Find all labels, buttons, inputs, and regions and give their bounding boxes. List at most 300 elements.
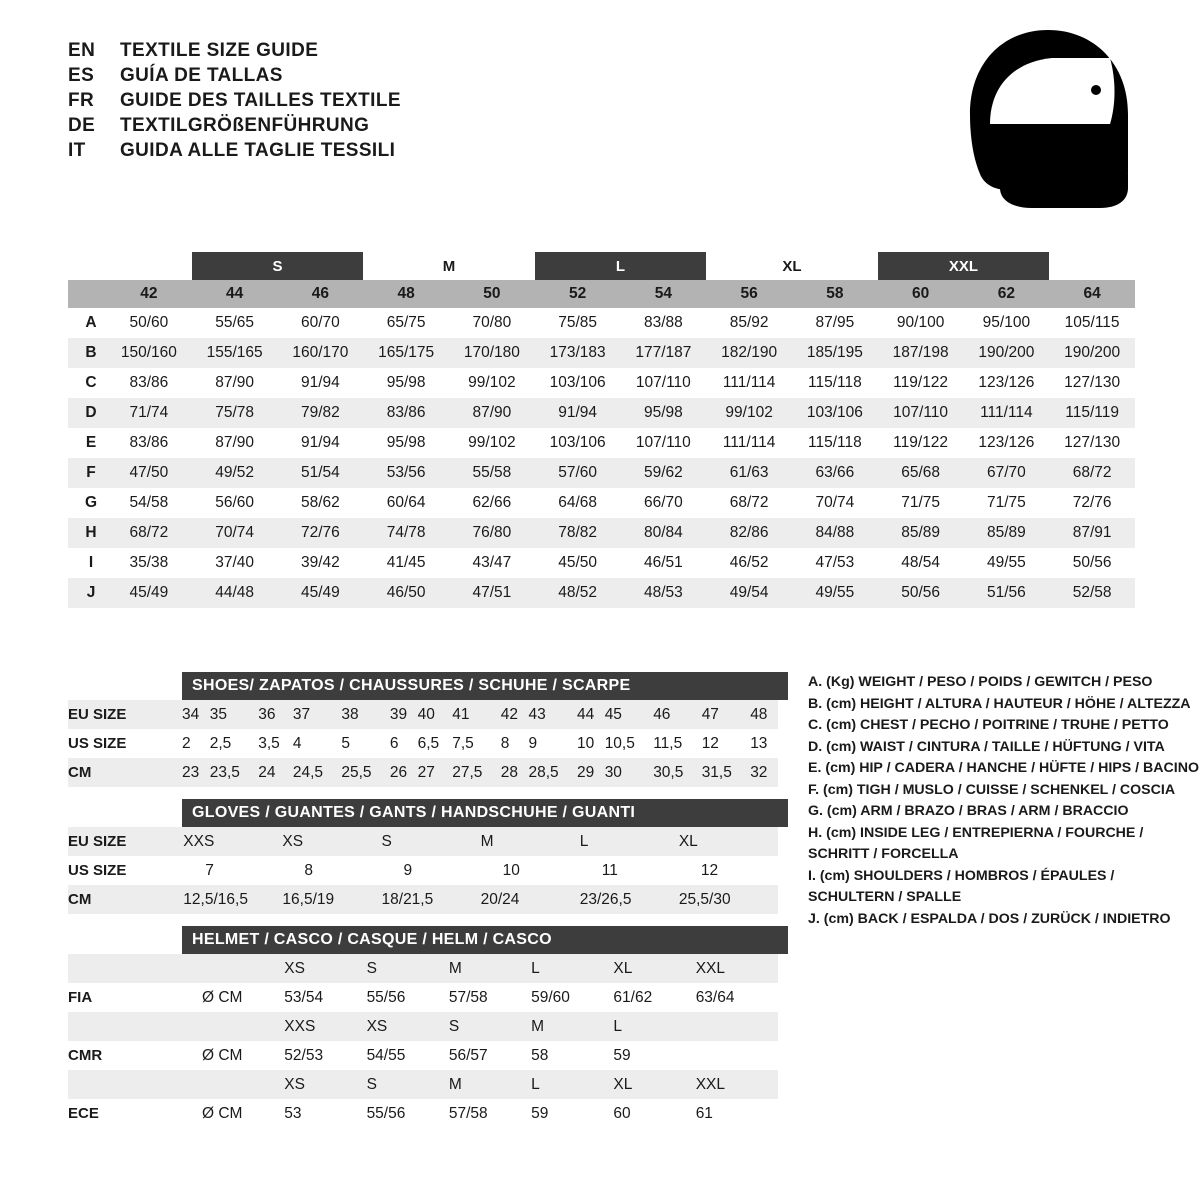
gloves-eu-2: S — [382, 827, 481, 856]
table-row — [68, 518, 1135, 548]
shoes-eu-3: 37 — [293, 700, 342, 729]
shoes-eu-4: 38 — [341, 700, 390, 729]
header-row — [68, 65, 401, 87]
shoes-cm-1: 23,5 — [210, 758, 259, 787]
cell-e-54: 107/110 — [621, 428, 707, 458]
helmet-fia-unit: Ø CM — [202, 983, 284, 1012]
cell-c-48: 95/98 — [363, 368, 449, 398]
cell-j-44: 44/48 — [192, 578, 278, 608]
table-row — [68, 488, 1135, 518]
header-titles — [68, 40, 401, 165]
row-letter-b: B — [68, 338, 106, 368]
cell-a-60: 90/100 — [878, 308, 964, 338]
helmet-ece-0: 53 — [284, 1099, 366, 1128]
helmet-fia-3: 59/60 — [531, 983, 613, 1012]
size-letter-header-row — [68, 252, 1135, 280]
cell-a-56: 85/92 — [706, 308, 792, 338]
table-row — [68, 700, 778, 729]
cell-d-44: 75/78 — [192, 398, 278, 428]
shoes-us-14: 13 — [750, 729, 778, 758]
cell-a-52: 75/85 — [535, 308, 621, 338]
cell-i-56: 46/52 — [706, 548, 792, 578]
gloves-cm-3: 20/24 — [481, 885, 580, 914]
cell-e-60: 119/122 — [878, 428, 964, 458]
gloves-eu-1: XS — [282, 827, 381, 856]
cell-i-48: 41/45 — [363, 548, 449, 578]
cell-j-42: 45/49 — [106, 578, 192, 608]
cell-j-54: 48/53 — [621, 578, 707, 608]
shoes-cm-13: 31,5 — [702, 758, 751, 787]
size-header-xl: XL — [706, 252, 878, 280]
helmet-ece-head-blank — [68, 1070, 202, 1099]
gloves-eu-label: EU SIZE — [68, 827, 183, 856]
shoes-us-12: 11,5 — [653, 729, 702, 758]
helmet-ece-size-s: S — [367, 1070, 449, 1099]
cell-h-58: 84/88 — [792, 518, 878, 548]
cell-d-54: 95/98 — [621, 398, 707, 428]
measurement-legend — [808, 672, 1199, 930]
helmet-title: HELMET / CASCO / CASQUE / HELM / CASCO — [182, 926, 788, 954]
gloves-eu-3: M — [481, 827, 580, 856]
cell-c-56: 111/114 — [706, 368, 792, 398]
cell-j-46: 45/49 — [278, 578, 364, 608]
shoes-cm-10: 29 — [577, 758, 605, 787]
table-row — [68, 428, 1135, 458]
number-header-11: 64 — [1049, 280, 1135, 308]
header-text-es: GUÍA DE TALLAS — [120, 65, 283, 86]
shoes-us-10: 10 — [577, 729, 605, 758]
shoes-eu-11: 45 — [605, 700, 654, 729]
shoes-cm-4: 25,5 — [341, 758, 390, 787]
gloves-eu-0: XXS — [183, 827, 282, 856]
cell-e-52: 103/106 — [535, 428, 621, 458]
cell-g-54: 66/70 — [621, 488, 707, 518]
shoes-eu-2: 36 — [258, 700, 293, 729]
helmet-cmr-size-s: S — [449, 1012, 531, 1041]
cell-b-50: 170/180 — [449, 338, 535, 368]
helmet-cmr-4: 59 — [613, 1041, 695, 1070]
cell-h-54: 80/84 — [621, 518, 707, 548]
cell-e-44: 87/90 — [192, 428, 278, 458]
cell-d-62: 111/114 — [964, 398, 1050, 428]
cell-c-42: 83/86 — [106, 368, 192, 398]
cell-g-56: 68/72 — [706, 488, 792, 518]
cell-i-50: 43/47 — [449, 548, 535, 578]
gloves-us-label: US SIZE — [68, 856, 183, 885]
number-header-3: 48 — [363, 280, 449, 308]
cell-f-62: 67/70 — [964, 458, 1050, 488]
gloves-title: GLOVES / GUANTES / GANTS / HANDSCHUHE / GUANTI — [182, 799, 788, 827]
header-text-fr: GUIDE DES TAILLES TEXTILE — [120, 90, 401, 111]
cell-e-56: 111/114 — [706, 428, 792, 458]
helmet-fia-size-xs: XS — [284, 954, 366, 983]
helmet-cmr-unit: Ø CM — [202, 1041, 284, 1070]
shoes-cm-label: CM — [68, 758, 182, 787]
cell-j-50: 47/51 — [449, 578, 535, 608]
helmet-cmr-blank — [696, 1041, 778, 1070]
cell-e-64: 127/130 — [1049, 428, 1135, 458]
cell-c-62: 123/126 — [964, 368, 1050, 398]
table-row — [68, 458, 1135, 488]
header-lang-en: EN — [68, 40, 96, 61]
cell-h-62: 85/89 — [964, 518, 1050, 548]
cell-c-60: 119/122 — [878, 368, 964, 398]
shoes-us-label: US SIZE — [68, 729, 182, 758]
gloves-table — [68, 827, 778, 914]
helmet-cmr-size-l: L — [613, 1012, 695, 1041]
cell-f-56: 61/63 — [706, 458, 792, 488]
cell-f-52: 57/60 — [535, 458, 621, 488]
header-lang-de: DE — [68, 115, 96, 136]
cell-f-50: 55/58 — [449, 458, 535, 488]
row-letter-f: F — [68, 458, 106, 488]
legend-line-f: F. (cm) TIGH / MUSLO / CUISSE / SCHENKEL / COSCIA — [808, 781, 1176, 798]
cell-j-56: 49/54 — [706, 578, 792, 608]
helmet-ece-unit: Ø CM — [202, 1099, 284, 1128]
helmet-fia-0: 53/54 — [284, 983, 366, 1012]
table-row — [68, 758, 778, 787]
cell-c-64: 127/130 — [1049, 368, 1135, 398]
helmet-ece-head-blank2 — [202, 1070, 284, 1099]
table-row — [68, 885, 778, 914]
cell-b-60: 187/198 — [878, 338, 964, 368]
helmet-fia-size-m: M — [449, 954, 531, 983]
shoes-cm-9: 28,5 — [528, 758, 577, 787]
table-row — [68, 1012, 778, 1041]
row-letter-d: D — [68, 398, 106, 428]
legend-line-j: J. (cm) BACK / ESPALDA / DOS / ZURÜCK / INDIETRO — [808, 910, 1171, 927]
cell-f-42: 47/50 — [106, 458, 192, 488]
legend-line-e: E. (cm) HIP / CADERA / HANCHE / HÜFTE / HIPS / BACINO — [808, 760, 1199, 776]
cell-i-54: 46/51 — [621, 548, 707, 578]
gloves-cm-5: 25,5/30 — [679, 885, 778, 914]
cell-e-48: 95/98 — [363, 428, 449, 458]
cell-a-48: 65/75 — [363, 308, 449, 338]
helmet-ece-5: 61 — [696, 1099, 778, 1128]
shoes-eu-7: 41 — [452, 700, 501, 729]
helmet-ece-size-xs: XS — [284, 1070, 366, 1099]
row-letter-e: E — [68, 428, 106, 458]
shoes-eu-6: 40 — [418, 700, 453, 729]
cell-f-58: 63/66 — [792, 458, 878, 488]
cell-i-46: 39/42 — [278, 548, 364, 578]
cell-d-42: 71/74 — [106, 398, 192, 428]
helmet-cmr-1: 54/55 — [367, 1041, 449, 1070]
shoes-cm-0: 23 — [182, 758, 210, 787]
cell-i-42: 35/38 — [106, 548, 192, 578]
shoes-eu-label: EU SIZE — [68, 700, 182, 729]
cell-c-50: 99/102 — [449, 368, 535, 398]
helmet-fia-size-xl: XL — [613, 954, 695, 983]
helmet-fia-size-l: L — [531, 954, 613, 983]
helmet-ece-size-m: M — [449, 1070, 531, 1099]
shoes-us-5: 6 — [390, 729, 418, 758]
table-row — [68, 338, 1135, 368]
helmet-cmr-size-blank — [696, 1012, 778, 1041]
cell-g-42: 54/58 — [106, 488, 192, 518]
table-row — [68, 983, 778, 1012]
cell-i-52: 45/50 — [535, 548, 621, 578]
cell-b-44: 155/165 — [192, 338, 278, 368]
shoes-us-11: 10,5 — [605, 729, 654, 758]
cell-d-60: 107/110 — [878, 398, 964, 428]
cell-h-46: 72/76 — [278, 518, 364, 548]
shoes-cm-12: 30,5 — [653, 758, 702, 787]
header-row — [68, 90, 401, 112]
cell-d-56: 99/102 — [706, 398, 792, 428]
gloves-us-3: 10 — [481, 856, 580, 885]
cell-c-58: 115/118 — [792, 368, 878, 398]
shoes-us-7: 7,5 — [452, 729, 501, 758]
cell-j-62: 51/56 — [964, 578, 1050, 608]
shoes-eu-9: 43 — [528, 700, 577, 729]
cell-h-44: 70/74 — [192, 518, 278, 548]
cell-e-50: 99/102 — [449, 428, 535, 458]
header-text-de: TEXTILGRÖßENFÜHRUNG — [120, 115, 370, 136]
shoes-cm-3: 24,5 — [293, 758, 342, 787]
helmet-cmr-head-blank2 — [202, 1012, 284, 1041]
legend-line-g: G. (cm) ARM / BRAZO / BRAS / ARM / BRACCIO — [808, 803, 1129, 819]
cell-j-52: 48/52 — [535, 578, 621, 608]
helmet-cmr-3: 58 — [531, 1041, 613, 1070]
row-letter-a: A — [68, 308, 106, 338]
legend-line-b: B. (cm) HEIGHT / ALTURA / HAUTEUR / HÖHE / ALTEZZA — [808, 695, 1191, 712]
helmet-ece-label: ECE — [68, 1099, 202, 1128]
size-header-xxl: XXL — [878, 252, 1050, 280]
number-header-5: 52 — [535, 280, 621, 308]
cell-g-52: 64/68 — [535, 488, 621, 518]
gloves-cm-2: 18/21,5 — [382, 885, 481, 914]
shoes-table — [68, 700, 778, 787]
shoes-cm-11: 30 — [605, 758, 654, 787]
shoes-cm-5: 26 — [390, 758, 418, 787]
gloves-eu-4: L — [580, 827, 679, 856]
cell-d-46: 79/82 — [278, 398, 364, 428]
helmet-fia-size-s: S — [367, 954, 449, 983]
table-row — [68, 368, 1135, 398]
shoes-us-0: 2 — [182, 729, 210, 758]
row-letter-g: G — [68, 488, 106, 518]
cell-i-60: 48/54 — [878, 548, 964, 578]
cell-b-58: 185/195 — [792, 338, 878, 368]
cell-c-54: 107/110 — [621, 368, 707, 398]
cell-d-52: 91/94 — [535, 398, 621, 428]
helmet-fia-4: 61/62 — [613, 983, 695, 1012]
cell-j-64: 52/58 — [1049, 578, 1135, 608]
cell-g-50: 62/66 — [449, 488, 535, 518]
cell-j-58: 49/55 — [792, 578, 878, 608]
cell-a-54: 83/88 — [621, 308, 707, 338]
shoes-us-9: 9 — [528, 729, 577, 758]
legend-line-c: C. (cm) CHEST / PECHO / POITRINE / TRUHE / PETTO — [808, 717, 1169, 733]
textile-size-table — [68, 252, 1135, 608]
table-row — [68, 1099, 778, 1128]
cell-e-46: 91/94 — [278, 428, 364, 458]
size-header-64 — [1049, 252, 1135, 280]
table-row — [68, 578, 1135, 608]
helmet-cmr-size-xxs: XXS — [284, 1012, 366, 1041]
size-header-blank — [68, 252, 106, 280]
shoes-eu-14: 48 — [750, 700, 778, 729]
size-number-header-row — [68, 280, 1135, 308]
header-lang-es: ES — [68, 65, 95, 86]
legend-line-i: I. (cm) SHOULDERS / HOMBROS / ÉPAULES / — [808, 867, 1115, 884]
header-text-en: TEXTILE SIZE GUIDE — [120, 40, 319, 61]
cell-b-56: 182/190 — [706, 338, 792, 368]
helmet-block — [68, 926, 1138, 1128]
helmet-fia-head-blank2 — [202, 954, 284, 983]
gloves-cm-0: 12,5/16,5 — [183, 885, 282, 914]
size-header-s: S — [192, 252, 364, 280]
shoes-us-8: 8 — [501, 729, 529, 758]
legend-line-i-cont: SCHULTERN / SPALLE — [808, 889, 962, 905]
shoes-cm-8: 28 — [501, 758, 529, 787]
helmet-cmr-size-xs: XS — [367, 1012, 449, 1041]
shoes-us-1: 2,5 — [210, 729, 259, 758]
cell-g-60: 71/75 — [878, 488, 964, 518]
cell-b-42: 150/160 — [106, 338, 192, 368]
cell-a-62: 95/100 — [964, 308, 1050, 338]
cell-i-58: 47/53 — [792, 548, 878, 578]
number-header-6: 54 — [621, 280, 707, 308]
helmet-ece-size-xxl: XXL — [696, 1070, 778, 1099]
cell-h-64: 87/91 — [1049, 518, 1135, 548]
cell-f-46: 51/54 — [278, 458, 364, 488]
shoes-eu-10: 44 — [577, 700, 605, 729]
cell-b-64: 190/200 — [1049, 338, 1135, 368]
helmet-cmr-head-blank — [68, 1012, 202, 1041]
shoes-us-13: 12 — [702, 729, 751, 758]
cell-i-64: 50/56 — [1049, 548, 1135, 578]
cell-i-62: 49/55 — [964, 548, 1050, 578]
helmet-ece-size-l: L — [531, 1070, 613, 1099]
table-row — [68, 729, 778, 758]
cell-e-42: 83/86 — [106, 428, 192, 458]
cell-a-44: 55/65 — [192, 308, 278, 338]
legend-line-h-cont: SCHRITT / FORCELLA — [808, 846, 959, 862]
number-header-1: 44 — [192, 280, 278, 308]
header-lang-it: IT — [68, 140, 86, 161]
row-letter-i: I — [68, 548, 106, 578]
gloves-us-4: 11 — [580, 856, 679, 885]
shoes-eu-0: 34 — [182, 700, 210, 729]
shoes-cm-2: 24 — [258, 758, 293, 787]
cell-f-48: 53/56 — [363, 458, 449, 488]
helmet-cmr-2: 56/57 — [449, 1041, 531, 1070]
cell-f-44: 49/52 — [192, 458, 278, 488]
header-lang-fr: FR — [68, 90, 95, 111]
number-header-0: 42 — [106, 280, 192, 308]
helmet-fia-head-blank — [68, 954, 202, 983]
cell-h-42: 68/72 — [106, 518, 192, 548]
shoes-us-3: 4 — [293, 729, 342, 758]
size-header-l: L — [535, 252, 707, 280]
cell-g-46: 58/62 — [278, 488, 364, 518]
gloves-us-2: 9 — [382, 856, 481, 885]
helmet-icon — [960, 28, 1135, 213]
helmet-ece-1: 55/56 — [367, 1099, 449, 1128]
shoes-title: SHOES/ ZAPATOS / CHAUSSURES / SCHUHE / SCARPE — [182, 672, 788, 700]
gloves-us-0: 7 — [183, 856, 282, 885]
helmet-ece-2: 57/58 — [449, 1099, 531, 1128]
cell-c-44: 87/90 — [192, 368, 278, 398]
gloves-cm-1: 16,5/19 — [282, 885, 381, 914]
cell-g-62: 71/75 — [964, 488, 1050, 518]
cell-b-62: 190/200 — [964, 338, 1050, 368]
cell-d-64: 115/119 — [1049, 398, 1135, 428]
helmet-ece-3: 59 — [531, 1099, 613, 1128]
cell-f-54: 59/62 — [621, 458, 707, 488]
table-row — [68, 308, 1135, 338]
table-row — [68, 398, 1135, 428]
table-row — [68, 1041, 778, 1070]
shoes-cm-6: 27 — [418, 758, 453, 787]
size-header-42 — [106, 252, 192, 280]
gloves-cm-label: CM — [68, 885, 183, 914]
cell-f-60: 65/68 — [878, 458, 964, 488]
helmet-fia-1: 55/56 — [367, 983, 449, 1012]
header-row — [68, 115, 401, 137]
cell-h-56: 82/86 — [706, 518, 792, 548]
cell-i-44: 37/40 — [192, 548, 278, 578]
shoes-eu-1: 35 — [210, 700, 259, 729]
cell-h-52: 78/82 — [535, 518, 621, 548]
shoes-us-6: 6,5 — [418, 729, 453, 758]
cell-e-58: 115/118 — [792, 428, 878, 458]
cell-b-54: 177/187 — [621, 338, 707, 368]
shoes-eu-13: 47 — [702, 700, 751, 729]
cell-b-48: 165/175 — [363, 338, 449, 368]
cell-a-50: 70/80 — [449, 308, 535, 338]
cell-b-52: 173/183 — [535, 338, 621, 368]
cell-b-46: 160/170 — [278, 338, 364, 368]
shoes-eu-8: 42 — [501, 700, 529, 729]
number-header-blank — [68, 280, 106, 308]
header-row — [68, 140, 401, 162]
number-header-2: 46 — [278, 280, 364, 308]
cell-h-48: 74/78 — [363, 518, 449, 548]
shoes-cm-14: 32 — [750, 758, 778, 787]
legend-line-d: D. (cm) WAIST / CINTURA / TAILLE / HÜFTUNG / VITA — [808, 738, 1165, 755]
cell-g-44: 56/60 — [192, 488, 278, 518]
table-row — [68, 954, 778, 983]
helmet-fia-5: 63/64 — [696, 983, 778, 1012]
helmet-cmr-label: CMR — [68, 1041, 202, 1070]
helmet-fia-size-xxl: XXL — [696, 954, 778, 983]
legend-line-h: H. (cm) INSIDE LEG / ENTREPIERNA / FOURCHE / — [808, 824, 1144, 841]
helmet-cmr-0: 52/53 — [284, 1041, 366, 1070]
number-header-10: 62 — [964, 280, 1050, 308]
shoes-cm-7: 27,5 — [452, 758, 501, 787]
shoes-us-4: 5 — [341, 729, 390, 758]
number-header-4: 50 — [449, 280, 535, 308]
shoes-eu-5: 39 — [390, 700, 418, 729]
cell-a-46: 60/70 — [278, 308, 364, 338]
cell-e-62: 123/126 — [964, 428, 1050, 458]
helmet-fia-2: 57/58 — [449, 983, 531, 1012]
header-row — [68, 40, 401, 62]
number-header-8: 58 — [792, 280, 878, 308]
table-row — [68, 548, 1135, 578]
legend-line-a: A. (Kg) WEIGHT / PESO / POIDS / GEWITCH / PESO — [808, 674, 1153, 690]
size-header-m: M — [363, 252, 535, 280]
helmet-cmr-size-m: M — [531, 1012, 613, 1041]
helmet-ece-size-xl: XL — [613, 1070, 695, 1099]
shoes-eu-12: 46 — [653, 700, 702, 729]
cell-g-48: 60/64 — [363, 488, 449, 518]
gloves-eu-5: XL — [679, 827, 778, 856]
cell-g-64: 72/76 — [1049, 488, 1135, 518]
